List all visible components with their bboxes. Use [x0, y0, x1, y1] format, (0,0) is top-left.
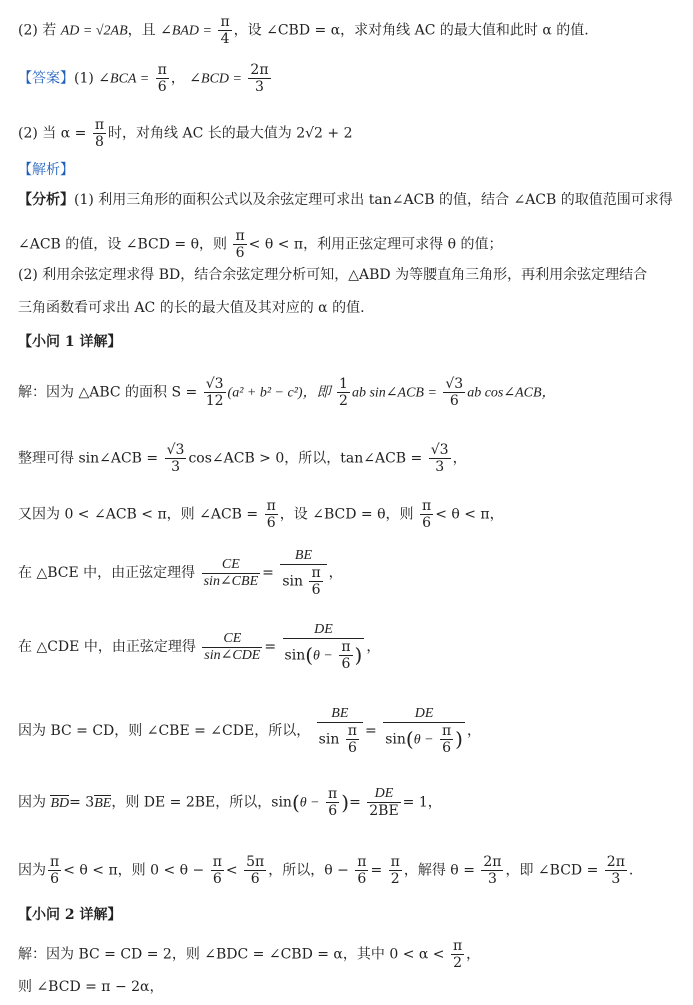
- text: ab cos∠ACB，: [467, 385, 556, 401]
- fraction: $\frac{\pi}{6}$: [421, 498, 432, 532]
- text: ，即 ∠BCD =: [505, 862, 599, 879]
- sol1-line-3: [18, 498, 683, 531]
- text: ，所以，θ −: [268, 862, 349, 879]
- fraction: $\frac{\pi}{2}$: [390, 854, 400, 888]
- fraction: BE sin $\frac{\pi}{6}$: [280, 548, 326, 598]
- fraction: $\frac{\pi}{2}$: [452, 938, 463, 972]
- fraction: $\frac{2\pi}{3}$: [483, 854, 502, 888]
- text: 整理可得 sin∠ACB =: [18, 450, 159, 467]
- fraction: $\frac{2\pi}{3}$: [606, 854, 625, 888]
- vector-be: BE: [94, 795, 112, 811]
- answer-line-2: [18, 117, 683, 150]
- sub2-title: 【小问 2 详解】: [18, 907, 122, 923]
- separator: ，且: [127, 22, 156, 39]
- sol1-line-4: [18, 548, 683, 598]
- text: ，解得 θ =: [403, 862, 475, 879]
- fraction: $\frac{√3}{3}$: [430, 442, 449, 476]
- answer-part2-pre: (2) 当 α =: [18, 125, 87, 142]
- text: ab sin∠ACB =: [351, 385, 437, 401]
- answer-tag: 【答案】: [18, 70, 74, 87]
- text: ，则 DE = 2BE，所以，sin: [111, 794, 292, 811]
- fenxi-text: (1) 利用三角形的面积公式以及余弦定理可求出 tan∠ACB 的值，结合 ∠ACB 的取值范围可求得: [74, 192, 673, 208]
- fraction: $\frac{1}{2}$: [339, 376, 348, 410]
- fraction: DE sin(θ − $\frac{\pi}{6}$ ): [385, 706, 463, 757]
- fraction: $\frac{√3}{6}$: [445, 376, 464, 410]
- vector-bd: BD: [50, 795, 70, 811]
- fraction: $\frac{2\pi}{3}$: [250, 62, 269, 96]
- question-number: (2) 若: [18, 22, 57, 39]
- fraction: $\frac{DE}{2BE}$: [369, 786, 399, 820]
- fenxi-line-4: 三角函数看可求出 AC 的长的最大值及其对应的 α 的值.: [18, 300, 365, 316]
- sol1-line-6: [18, 706, 683, 756]
- condition-bad: ∠BAD =: [160, 23, 212, 39]
- text: ，: [366, 639, 381, 656]
- sol2-line-1: [18, 938, 683, 971]
- text: 又因为 0 < ∠ACB < π，则 ∠ACB =: [18, 506, 259, 523]
- fenxi-text: ∠ACB 的值，设 ∠BCD = θ，则: [18, 236, 228, 253]
- fraction: $\frac{\pi}{6}$: [50, 854, 60, 888]
- text: < θ < π，则 0 < θ −: [63, 862, 205, 879]
- text: = 1，: [402, 794, 442, 811]
- fenxi-line-1: [18, 193, 683, 207]
- fraction: $\frac{\pi}{6}$: [235, 228, 245, 262]
- answer-line-1: [18, 62, 683, 95]
- analysis-tag: 【解析】: [18, 162, 74, 178]
- text: 解：因为 △ABC 的面积 S =: [18, 384, 198, 401]
- fraction: $\frac{√3}{3}$: [166, 442, 185, 476]
- text: cos∠ACB > 0，所以，tan∠ACB =: [188, 450, 423, 467]
- sol1-line-2: [18, 442, 683, 475]
- sol2-line-2: 则 ∠BCD = π − 2α，: [18, 979, 164, 995]
- fraction: $\frac{\pi}{6}$: [328, 786, 338, 820]
- fenxi-line-3: (2) 利用余弦定理求得 BD，结合余弦定理分析可知，△ABD 为等腰直角三角形，再利用余弦定理结合: [18, 267, 648, 283]
- fraction: $\frac{\pi}{6}$: [212, 854, 222, 888]
- text: ，: [466, 946, 481, 963]
- equals: =: [349, 794, 361, 811]
- equals: =: [262, 565, 274, 582]
- sol1-line-8: [18, 854, 683, 887]
- text: (a² + b² − c²)，即: [227, 385, 331, 401]
- separator: ，: [170, 70, 185, 87]
- text: ，: [466, 723, 481, 740]
- text: 因为: [18, 862, 46, 879]
- fraction: $\frac{\pi}{6}$: [266, 498, 276, 532]
- equals: =: [365, 723, 377, 740]
- text: = 3: [69, 794, 95, 811]
- text: <: [225, 862, 238, 879]
- answer-part2-post: 时，对角线 AC 长的最大值为 2√2 + 2: [108, 125, 353, 142]
- fenxi-tag: 【分析】: [18, 192, 74, 208]
- text: ，设 ∠BCD = θ，则: [279, 506, 414, 523]
- text: ，: [452, 450, 467, 467]
- fraction: $\frac{\pi}{4}$: [220, 14, 230, 48]
- text: 因为: [18, 794, 46, 811]
- text: .: [628, 862, 634, 879]
- text: 在 △BCE 中，由正弦定理得: [18, 565, 196, 582]
- condition-ad: AD = √2AB: [60, 23, 128, 39]
- angle-bcd: ∠BCD =: [189, 71, 242, 87]
- fenxi-text: < θ < π，利用正弦定理可求得 θ 的值；: [248, 236, 503, 253]
- text: θ −: [299, 795, 320, 811]
- sol1-line-5: [18, 622, 683, 672]
- fraction: $\frac{CE}{\text{sin∠CBE}}$: [203, 556, 259, 589]
- sol1-line-1: [18, 376, 683, 409]
- fraction: $\frac{5\pi}{6}$: [246, 854, 265, 888]
- sub1-title: 【小问 1 详解】: [18, 334, 122, 350]
- sol1-line-7: 因为 BD= 3BE，则 DE = 2BE，所以，sin(θ − $\frac{\pi}{6}$ )= $\frac{DE}{2BE}$ = 1，: [18, 786, 442, 820]
- text: ，: [328, 565, 343, 582]
- text: 在 △CDE 中，由正弦定理得: [18, 639, 196, 656]
- equals: =: [370, 862, 383, 879]
- part-number: (1): [74, 70, 94, 87]
- text: 因为 BC = CD，则 ∠CBE = ∠CDE，所以，: [18, 723, 311, 740]
- fenxi-line-2: [18, 228, 683, 261]
- fraction: DE sin(θ − $\frac{\pi}{6}$ ): [284, 622, 363, 673]
- fraction: BE sin $\frac{\pi}{6}$: [317, 706, 363, 756]
- fraction: $\frac{CE}{\text{sin∠CDE}}$: [204, 630, 261, 663]
- question-2-line: [18, 14, 683, 47]
- fraction: $\frac{√3}{12}$: [205, 376, 224, 410]
- fraction: $\frac{\pi}{6}$: [357, 854, 367, 888]
- equals: =: [264, 639, 277, 656]
- fraction: $\frac{\pi}{8}$: [94, 117, 105, 151]
- question-tail: ，设 ∠CBD = α，求对角线 AC 的最大值和此时 α 的值.: [233, 22, 589, 39]
- text: 解：因为 BC = CD = 2，则 ∠BDC = ∠CBD = α，其中 0 < α <: [18, 946, 445, 963]
- text: < θ < π，: [435, 506, 504, 523]
- fraction: $\frac{\pi}{6}$: [157, 62, 167, 96]
- angle-bca: ∠BCA =: [98, 71, 150, 87]
